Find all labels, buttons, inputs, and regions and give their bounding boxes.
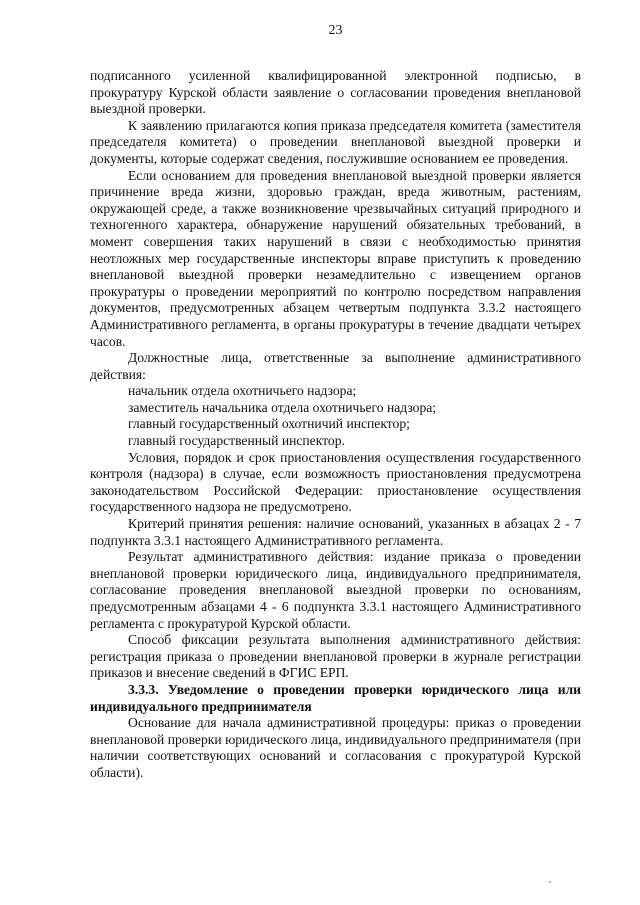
officials-list [90, 383, 581, 449]
paragraph-urgent-inspection: Если основанием для проведения внеплановой выездной проверки является причинение вреда жизни, здоровью граждан, вреда животным, растениям, окружающей среде, а также возникновение чрезвычайных ситуаций природного и техногенного характера, обнаружение нарушений обязательных требований, в момент совершения таких нарушений в связи с необходимостью принятия неотложных мер государственные инспекторы вправе приступить к проведению внеплановой выездной проверки незамедлительно с извещением органов прокуратуры о проведении мероприятий по контролю посредством направления документов, предусмотренных абзацем четвертым подпункта 3.3.2 настоящего Административного регламента, в органы прокуратуры в течение двадцати четырех часов. [90, 167, 581, 349]
paragraph-decision-criterion: Критерий принятия решения: наличие оснований, указанных в абзацах 2 - 7 подпункта 3.3.1 настоящего Административного регламента. [90, 516, 581, 548]
list-item: начальник отдела охотничьего надзора; [128, 383, 357, 399]
scan-speck [549, 881, 551, 883]
list-item: главный государственный инспектор. [128, 433, 345, 449]
paragraph-action-result: Результат административного действия: издание приказа о проведении внеплановой проверки юридического лица, индивидуального предпринимателя, согласование проведения внеплановой выездной проверки по основаниям, предусмотренным абзацами 4 - 6 подпункта 3.3.1 настоящего Административного регламента с прокуратурой Курской области. [90, 549, 581, 631]
paragraph-suspension-conditions: Условия, порядок и срок приостановления осуществления государственного контроля (надзора) в случае, если возможность приостановления предусмотрена законодательством Российской Федерации: приостановление осуществления государственного надзора не предусмотрено. [90, 449, 581, 515]
document-page [90, 22, 581, 782]
document-body [90, 68, 581, 782]
section-heading: 3.3.3. Уведомление о проведении проверки юридического лица или индивидуального предпринимателя [90, 681, 581, 714]
list-item: заместитель начальника отдела охотничьего надзора; [128, 399, 437, 415]
list-item: главный государственный охотничий инспектор; [128, 416, 410, 432]
paragraph-recording-method: Способ фиксации результата выполнения административного действия: регистрация приказа о проведении внеплановой проверки в журнале регистрации приказов и внесение сведений в ФГИС ЕРП. [90, 632, 581, 681]
paragraph-responsible-officials: Должностные лица, ответственные за выполнение административного действия: [90, 350, 581, 382]
paragraph-attachments: К заявлению прилагаются копия приказа председателя комитета (заместителя председателя комитета) о проведении внеплановой выездной проверки и документы, которые содержат сведения, послужившие основанием ее проведения. [90, 117, 581, 166]
paragraph-continuation: подписанного усиленной квалифицированной электронной подписью, в прокуратуру Курской области заявление о согласовании проведения внеплановой выездной проверки. [90, 68, 581, 117]
paragraph-procedure-basis: Основание для начала административной процедуры: приказ о проведении внеплановой проверки юридического лица, индивидуального предпринимателя (при наличии соответствующих оснований и согласования с прокуратурой Курской области). [90, 715, 581, 780]
page-number: 23 [328, 23, 343, 38]
